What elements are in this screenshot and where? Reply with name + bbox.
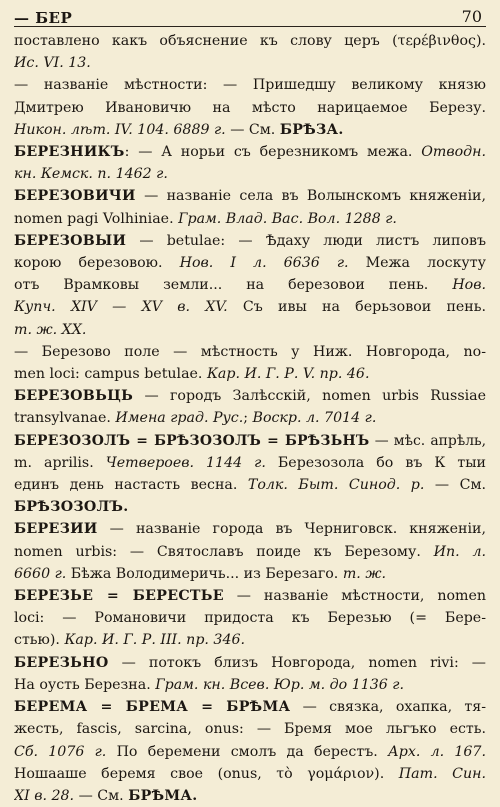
headword: БЕРЕМА = БРЕМА = БРѢМА [14,699,291,716]
text-line [14,696,486,718]
text-segment: — betulae: — Ѣдаху люди листъ липовъ [126,232,486,249]
text-segment: На оусть Березна. [14,676,156,693]
text-line [14,252,486,274]
headword: БЕРЕЗОВЬЦЬ [14,388,134,405]
page-header [14,4,486,26]
text-segment: Ношааше беремя свое (onus, τὸ γομάριον). [14,765,399,782]
text-segment: По беремени смолъ да берестъ. [106,743,388,760]
text-line [14,163,486,185]
text-segment: ; [243,410,253,427]
text-line [14,718,486,740]
text-segment: стью). [14,632,65,649]
text-line [14,74,486,96]
text-line [14,452,486,474]
text-segment: nomen pagi Volhiniae. [14,210,179,227]
text-line [14,741,486,763]
text-segment: — потокъ близъ Новгорода, nomen rivi: — [108,654,486,671]
citation: Отводн. [421,144,486,161]
text-segment: : — А норьи съ березникомъ межа. [124,144,422,161]
text-segment: Дмитрею Ивановичю на мѣсто нарицаемое Березу. [14,99,486,116]
citation: Сб. 1076 г. [14,743,107,760]
text-line [14,141,486,163]
text-line [14,785,486,807]
text-line [14,97,486,119]
text-segment: корою березовою. [14,255,180,272]
text-line [14,407,486,429]
text-line [14,208,486,230]
text-line [14,607,486,629]
text-line [14,363,486,385]
text-segment: Бѣжа Володимеричь... из Березаго. [66,565,343,582]
running-head: — БЕР [14,9,73,27]
text-segment: — названіе города въ Черниговск. княженіи, [97,521,486,538]
text-segment: — названіе мѣстности: — Пришедшу великому князю [14,77,486,94]
text-segment: — Березово поле — мѣстность у Ниж. Новгорода, no- [14,343,486,360]
text-segment: — городъ Залѣсскій, nomen urbis Russiae [133,388,486,405]
text-line [14,119,486,141]
citation: XI в. 28. [14,787,75,804]
text-line [14,541,486,563]
citation: Кар. И. Г. Р. III. пр. 346. [64,632,246,649]
text-segment: — См. [74,787,129,804]
text-segment: Съ ивы на берьзовои пень. [227,299,486,316]
text-line [14,674,486,696]
text-line [14,518,486,540]
text-line [14,430,486,452]
text-segment: — мѣс. апрѣль, [369,432,486,449]
text-line [14,629,486,651]
text-line [14,563,486,585]
text-segment: Березозола бо въ К тыи [265,454,486,471]
headword: БЕРЕЗЬНО [14,654,109,671]
citation: Ип. л. [433,543,486,560]
citation: Нов. I л. 6636 г. [179,255,349,272]
text-line [14,274,486,296]
text-segment: — названіе мѣстности, nomen [223,588,486,605]
dictionary-text [14,30,486,807]
text-line [14,652,486,674]
citation: Кар. И. Г. Р. V. пр. 46. [206,366,370,383]
citation: кн. Кемск. п. 1462 г. [14,166,168,183]
text-segment: transylvanae. [14,410,116,427]
citation: Купч. XIV — XV в. XV. [14,299,228,316]
text-line [14,230,486,252]
headword: БРѢЗОЗОЛЪ. [14,499,129,516]
text-line [14,30,486,52]
citation: Толк. Быт. Синод. р. [247,477,425,494]
citation: т. ж. [342,565,386,582]
citation: Четвероев. 1144 г. [105,454,266,471]
text-line [14,385,486,407]
headword: БЕРЕЗОЗОЛЪ = БРѢЗОЗОЛЪ = БРѢЗЬНЪ [14,432,370,449]
headword: БЕРЕЗЬЕ = БЕРЕСТЬЕ [14,588,224,605]
text-segment: m. aprilis. [14,454,106,471]
text-line [14,496,486,518]
text-segment: отъ Врамковы земли... на березовои пень. [14,277,453,294]
text-segment: Межа лоскуту [348,255,486,272]
text-segment: жесть, fascis, sarcina, onus: — Бремя мое льгъко есть. [14,721,486,738]
text-segment: loci: — Романовичи придоста къ Березью (= Бере- [14,610,486,627]
citation: Воскр. л. 7014 г. [252,410,377,427]
headword: БЕРЕЗОВЫИ [14,232,127,249]
citation: Грам. Влад. Вас. Вол. 1288 г. [178,210,397,227]
citation: Арх. л. 167. [388,743,486,760]
headword: БРѢМА. [128,787,198,804]
text-segment: — названіе села въ Волынскомъ княженіи, [135,188,486,205]
text-line [14,341,486,363]
headword: БЕРЕЗОВИЧИ [14,188,136,205]
text-line [14,763,486,785]
citation: Имена град. Рус. [115,410,244,427]
text-line [14,319,486,341]
text-segment: — См. [225,121,280,138]
citation: 6660 г. [14,565,67,582]
text-segment: — связка, охапка, тя- [290,699,486,716]
page-number: 70 [461,7,482,26]
text-segment: поставлено какъ объяснение къ слову церъ (τερέβινθος). [14,33,486,49]
headword: БРѢЗА. [279,121,344,138]
text-line [14,185,486,207]
text-line [14,585,486,607]
text-segment: — См. [424,477,486,494]
text-segment: nomen urbis: — Святославъ поиде къ Березому. [14,543,434,560]
headword: БЕРЕЗНИКЪ [14,144,125,161]
citation: Ис. VI. 13. [14,55,91,72]
text-segment: men loci: campus betulae. [14,366,207,383]
citation: Грам. кн. Всев. Юр. м. до 1136 г. [155,676,404,693]
text-line [14,52,486,74]
text-segment: единъ день настасть весна. [14,477,248,494]
text-line [14,296,486,318]
citation: Нов. [452,277,486,294]
citation: Никон. лѣт. IV. 104. 6889 г. [14,121,226,138]
headword: БЕРЕЗИИ [14,521,98,538]
citation: т. ж. XX. [14,321,87,338]
header-rule [14,26,486,27]
citation: Пат. Син. [398,765,486,782]
text-line [14,474,486,496]
